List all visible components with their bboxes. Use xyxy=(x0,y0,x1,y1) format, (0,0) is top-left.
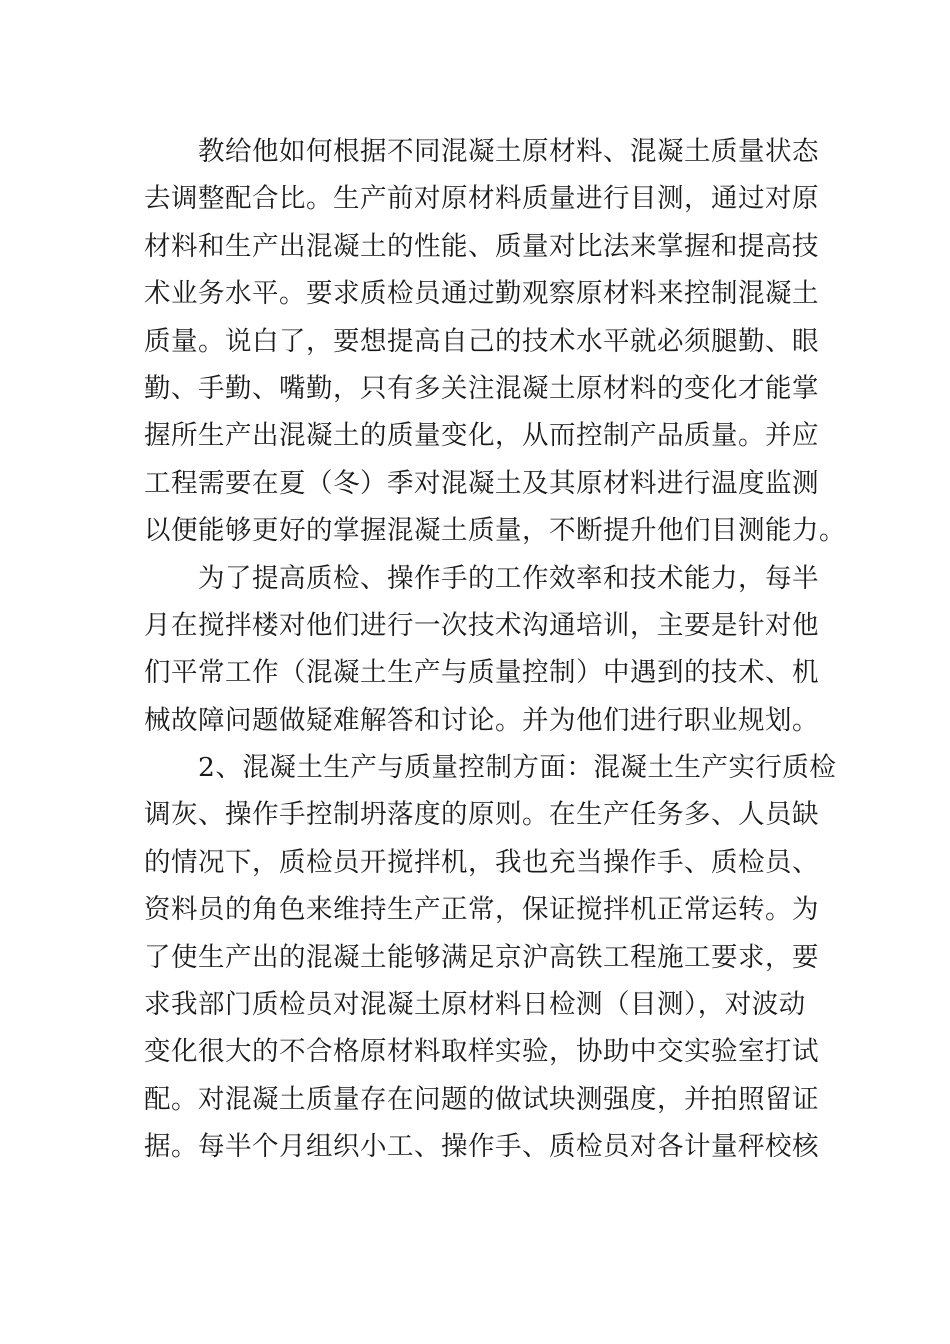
text-line: 教给他如何根据不同混凝土原材料、混凝土质量状态 xyxy=(198,136,819,167)
text-line: 了使生产出的混凝土能够满足京沪高铁工程施工要求，要 xyxy=(144,941,819,973)
text-line: 变化很大的不合格原材料取样实验，协助中交实验室打试 xyxy=(144,1036,819,1068)
text-line: 据。每半个月组织小工、操作手、质检员对各计量秤校核 xyxy=(144,1131,819,1163)
text-line: 的情况下，质检员开搅拌机，我也充当操作手、质检员、 xyxy=(144,846,819,878)
text-line: 握所生产出混凝土的质量变化，从而控制产品质量。并应 xyxy=(144,420,819,452)
text-line: 术业务水平。要求质检员通过勤观察原材料来控制混凝土 xyxy=(144,278,819,310)
text-line: 以便能够更好的掌握混凝土质量，不断提升他们目测能力。 xyxy=(144,515,846,547)
text-line: 2、混凝土生产与质量控制方面：混凝土生产实行质检 xyxy=(198,752,837,784)
text-line: 去调整配合比。生产前对原材料质量进行目测，通过对原 xyxy=(144,183,819,215)
text-line: 工程需要在夏（冬）季对混凝土及其原材料进行温度监测 xyxy=(144,467,819,499)
text-line: 为了提高质检、操作手的工作效率和技术能力，每半 xyxy=(198,562,819,594)
text-line: 资料员的角色来维持生产正常，保证搅拌机正常运转。为 xyxy=(144,894,819,926)
text-line: 械故障问题做疑难解答和讨论。并为他们进行职业规划。 xyxy=(144,704,819,736)
text-line: 月在搅拌楼对他们进行一次技术沟通培训，主要是针对他 xyxy=(144,609,819,641)
text-line: 调灰、操作手控制坍落度的原则。在生产任务多、人员缺 xyxy=(144,799,819,831)
text-line: 求我部门质检员对混凝土原材料日检测（目测），对波动 xyxy=(144,989,806,1021)
text-line: 配。对混凝土质量存在问题的做试块测强度，并拍照留证 xyxy=(144,1083,819,1115)
text-line: 们平常工作（混凝土生产与质量控制）中遇到的技术、机 xyxy=(144,657,819,689)
text-line: 勤、手勤、嘴勤，只有多关注混凝土原材料的变化才能掌 xyxy=(144,372,819,404)
text-line: 材料和生产出混凝土的性能、质量对比法来掌握和提高技 xyxy=(144,230,819,262)
text-line: 质量。说白了，要想提高自己的技术水平就必须腿勤、眼 xyxy=(144,325,819,357)
body-text xyxy=(144,128,846,1171)
